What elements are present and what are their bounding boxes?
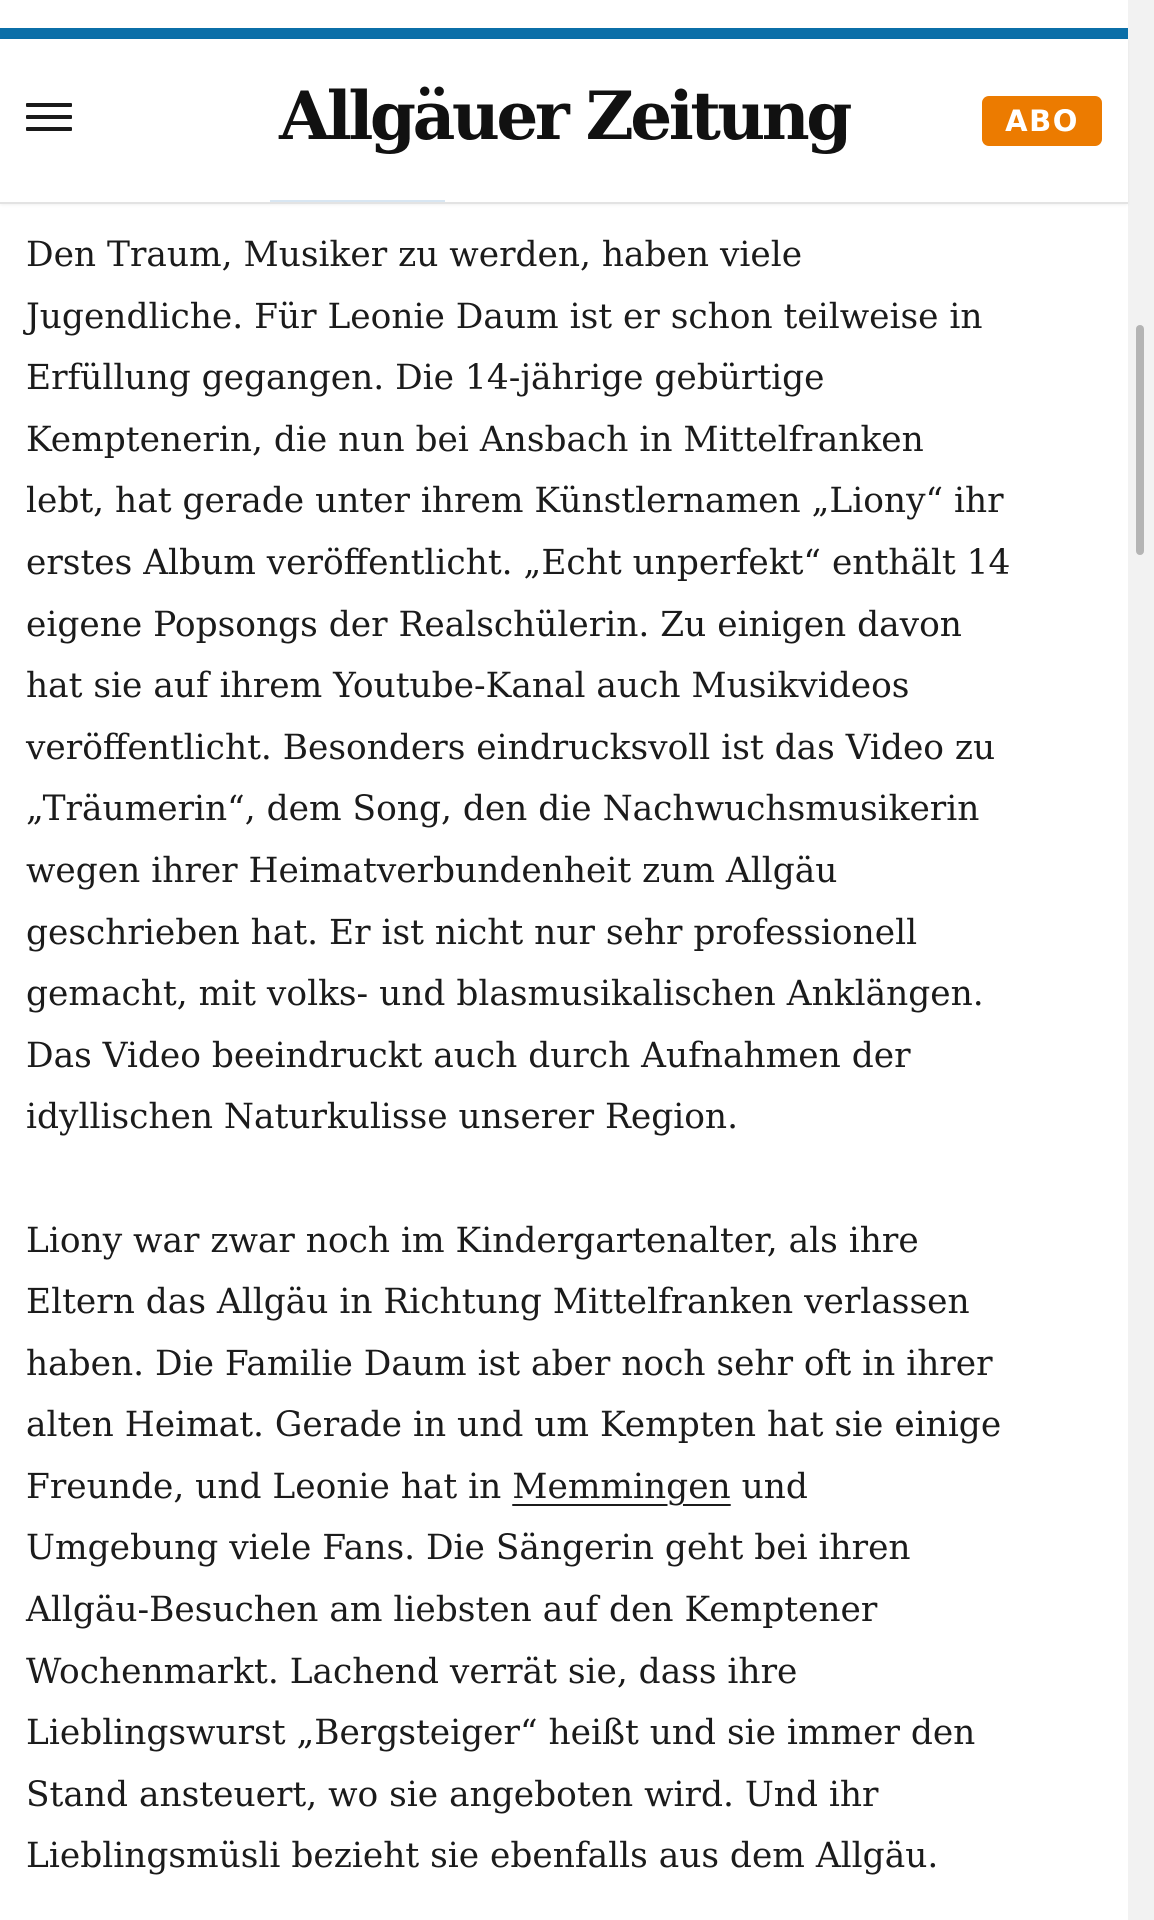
text-line: Eltern das Allgäu in Richtung Mittelfranken verlassen bbox=[26, 1282, 970, 1323]
text-line: Stand ansteuert, wo sie angeboten wird. Und ihr bbox=[26, 1774, 879, 1815]
article-paragraph bbox=[26, 225, 1106, 1149]
text-line: Liony war zwar noch im Kindergartenalter, als ihre bbox=[26, 1220, 919, 1261]
text-line: Jugendliche. Für Leonie Daum ist er schon teilweise in bbox=[26, 296, 983, 337]
article-paragraph bbox=[26, 1211, 1106, 1889]
text-line: erstes Album veröffentlicht. „Echt unperfekt“ enthält 14 bbox=[26, 542, 1011, 583]
menu-line bbox=[26, 127, 72, 131]
paragraph-spacer bbox=[26, 1149, 1106, 1211]
text-line: „Träumerin“, dem Song, den die Nachwuchsmusikerin bbox=[26, 789, 980, 830]
text-line: alten Heimat. Gerade in und um Kempten hat sie einige bbox=[26, 1405, 1002, 1446]
page-scrollbar[interactable] bbox=[1136, 325, 1144, 555]
text-fragment: Freunde, und Leonie hat in bbox=[26, 1466, 513, 1507]
text-line: Wochenmarkt. Lachend verrät sie, dass ihre bbox=[26, 1651, 798, 1692]
menu-line bbox=[26, 103, 72, 107]
site-header bbox=[0, 39, 1128, 204]
text-line: wegen ihrer Heimatverbundenheit zum Allgäu bbox=[26, 850, 838, 891]
brand-top-bar bbox=[0, 28, 1128, 39]
site-logo[interactable]: Allgäuer Zeitung bbox=[279, 77, 849, 155]
text-line: idyllischen Naturkulisse unserer Region. bbox=[26, 1097, 739, 1138]
text-line: Umgebung viele Fans. Die Sängerin geht bei ihren bbox=[26, 1528, 911, 1569]
text-line: eigene Popsongs der Realschülerin. Zu einigen davon bbox=[26, 604, 962, 645]
text-line: haben. Die Familie Daum ist aber noch sehr oft in ihrer bbox=[26, 1343, 993, 1384]
menu-line bbox=[26, 115, 72, 119]
abo-button[interactable]: ABO bbox=[982, 96, 1102, 146]
text-line: lebt, hat gerade unter ihrem Künstlernamen „Liony“ ihr bbox=[26, 481, 1004, 522]
hamburger-menu-icon[interactable] bbox=[22, 95, 78, 139]
text-fragment: und bbox=[730, 1466, 808, 1507]
text-line: veröffentlicht. Besonders eindrucksvoll ist das Video zu bbox=[26, 727, 996, 768]
header-accent-line bbox=[270, 200, 445, 202]
article-body bbox=[26, 225, 1106, 1888]
text-line: Lieblingswurst „Bergsteiger“ heißt und sie immer den bbox=[26, 1713, 976, 1754]
text-line: Allgäu-Besuchen am liebsten auf den Kemptener bbox=[26, 1590, 878, 1631]
memmingen-link[interactable]: Memmingen bbox=[512, 1466, 731, 1507]
text-line: Erfüllung gegangen. Die 14-jährige gebürtige bbox=[26, 358, 825, 399]
text-line-with-link bbox=[26, 1457, 1106, 1519]
text-line: Den Traum, Musiker zu werden, haben viele bbox=[26, 235, 803, 275]
text-line: gemacht, mit volks- und blasmusikalischen Anklängen. bbox=[26, 974, 984, 1015]
text-line: geschrieben hat. Er ist nicht nur sehr professionell bbox=[26, 912, 918, 953]
text-line: hat sie auf ihrem Youtube-Kanal auch Musikvideos bbox=[26, 666, 910, 707]
text-line: Lieblingsmüsli bezieht sie ebenfalls aus dem Allgäu. bbox=[26, 1836, 939, 1877]
text-line: Das Video beeindruckt auch durch Aufnahmen der bbox=[26, 1035, 911, 1076]
text-line: Kemptenerin, die nun bei Ansbach in Mittelfranken bbox=[26, 419, 924, 460]
